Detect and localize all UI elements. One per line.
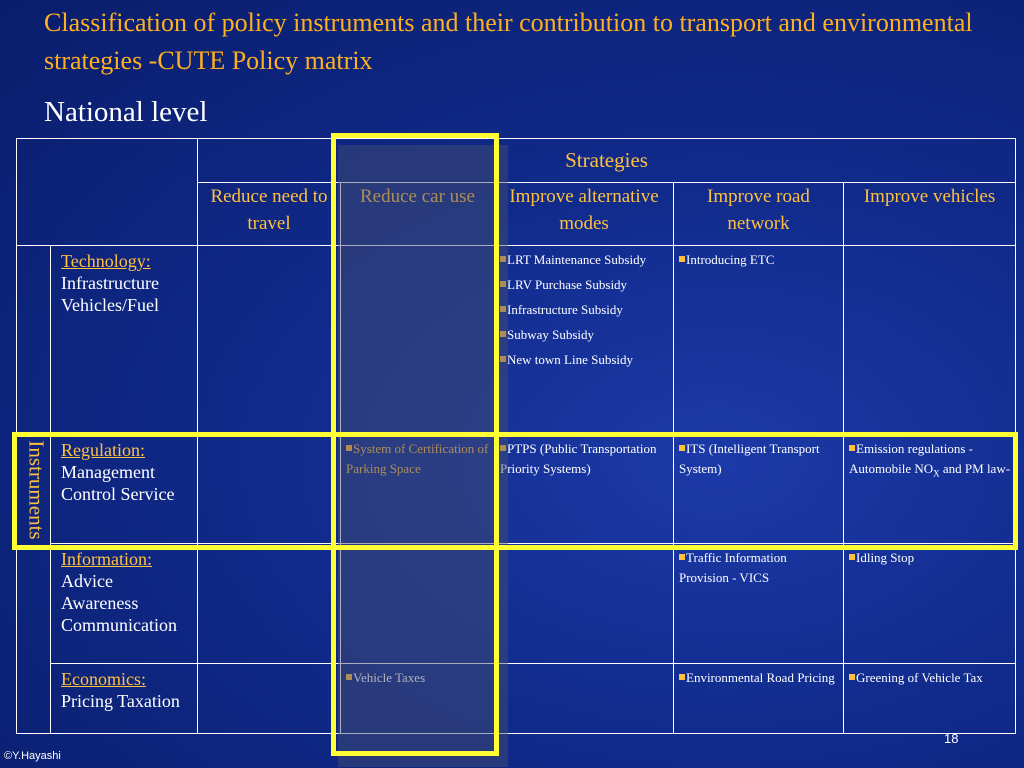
column-header: Improve alternative modes [495,183,674,246]
column-header: Reduce car use [341,183,495,246]
page-number: 18 [944,731,959,746]
matrix-cell [844,246,1016,435]
instruments-vertical-label: Instruments [24,440,49,540]
matrix-cell [674,246,844,435]
list-item: Emission regulations -Automobile $NO_X$ and PM law- [849,441,1011,479]
row-head: Information: [61,549,152,569]
list-item: New town Line Subsidy [500,350,669,370]
list-item: System of Certification of Parking Space [346,441,489,476]
matrix-cell [198,544,341,664]
list-item: Introducing ETC [679,250,839,270]
list-item: Environmental Road Pricing [679,668,839,688]
list-item: Infrastructure Subsidy [500,300,669,320]
row-sub: Infrastructure Vehicles/Fuel [61,273,159,315]
column-header: Reduce need to travel [198,183,341,246]
list-item: Vehicle Taxes [346,668,490,688]
corner-cell [17,139,198,246]
matrix-cell [674,544,844,664]
row-label-economics [51,664,198,734]
matrix-cell [495,544,674,664]
list-item: ITS (Intelligent Transport System) [679,441,820,476]
bullet-icon [679,554,685,560]
row-head: Technology: [61,251,151,271]
row-head: Regulation: [61,440,145,460]
row-sub: Pricing Taxation [61,691,180,711]
slide-subtitle: National level [44,96,208,128]
list-item: LRT Maintenance Subsidy [500,250,669,270]
matrix-cell [844,664,1016,734]
column-header: Improve vehicles [844,183,1016,246]
row-label-information [51,544,198,664]
bullet-icon [679,256,685,262]
list-item: Greening of Vehicle Tax [849,668,1011,688]
strategies-header: Strategies [198,139,1016,183]
row-head: Economics: [61,669,146,689]
row-label-technology [51,246,198,435]
row-sub: Advice Awareness Communication [61,571,177,635]
matrix-cell [198,246,341,435]
column-header: Improve road network [674,183,844,246]
list-item: PTPS (Public Transportation Priority Systems) [500,441,657,476]
list-item: Subway Subsidy [500,325,669,345]
row-sub: Management Control Service [61,462,175,504]
bullet-icon [679,674,685,680]
matrix-cell [844,544,1016,664]
list-item: Traffic Information Provision - VICS [679,550,787,585]
highlight-box-row [12,432,1018,550]
matrix-cell [674,664,844,734]
matrix-cell [198,664,341,734]
bullet-icon [849,674,855,680]
copyright-footer: ©Y.Hayashi [4,750,61,762]
matrix-cell [495,664,674,734]
slide-title: Classification of policy instruments and their contribution to transport and environmental strategies -CUTE Policy matrix [44,8,973,75]
list-item: LRV Purchase Subsidy [500,275,669,295]
list-item: Idling Stop [849,548,1011,568]
bullet-icon [849,554,855,560]
matrix-cell [495,246,674,435]
